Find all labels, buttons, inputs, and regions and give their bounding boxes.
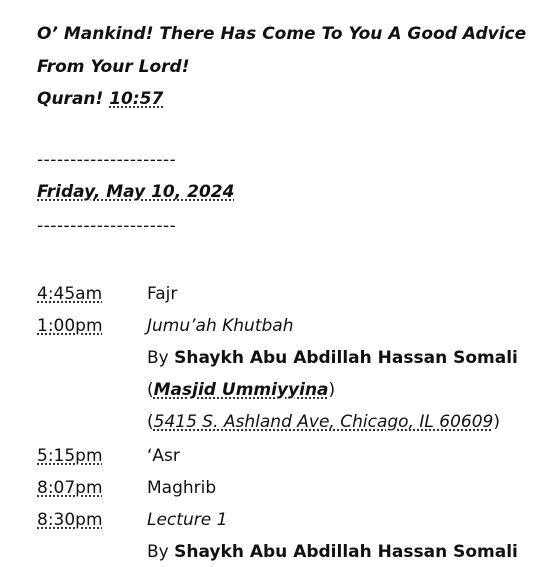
paren-open: ( [147,412,154,432]
time-link[interactable]: 8:07pm [37,478,103,498]
quote-source [37,83,526,116]
schedule-row-fajr [0,279,560,309]
quote-line-1: O’ Mankind! There Has Come To You A Good Advice [37,24,527,44]
event-label: Jumu’ah Khutbah [147,316,294,336]
venue-link[interactable]: Masjid Ummiyyina [153,380,329,400]
date-heading[interactable]: Friday, May 10, 2024 [37,182,235,202]
schedule-row-asr [0,441,560,471]
paren-close: ) [328,380,336,400]
speaker-line [0,343,560,373]
time-link[interactable]: 5:15pm [37,446,103,466]
separator-top: --------------------- [37,150,177,170]
schedule-row-maghrib [0,473,560,503]
speaker-name: Shaykh Abu Abdillah Hassan Somali [174,348,518,368]
prayer-label: ‘Asr [147,446,180,466]
schedule-row-jumuah [0,311,560,341]
prayer-label: Fajr [147,284,178,304]
schedule-row-lecture [0,505,560,535]
quote-source-label: Quran! [37,89,104,109]
by-label: By [147,348,169,368]
time-link[interactable]: 1:00pm [37,316,103,336]
time-link[interactable]: 8:30pm [37,510,103,530]
address-line [0,407,560,437]
prayer-label: Maghrib [147,478,217,498]
quran-reference-link[interactable]: 10:57 [109,89,164,109]
time-link[interactable]: 4:45am [37,284,103,304]
speaker-name: Shaykh Abu Abdillah Hassan Somali [174,542,518,562]
event-label: Lecture 1 [147,510,228,530]
address-link[interactable]: 5415 S. Ashland Ave, Chicago, IL 60609 [153,412,494,432]
by-label: By [147,542,169,562]
separator-bottom: --------------------- [37,216,177,236]
paren-open: ( [147,380,154,400]
speaker-line [0,537,560,567]
header-quote [37,18,526,116]
quote-line-2: From Your Lord! [37,56,190,77]
venue-line [0,375,560,405]
paren-close: ) [493,412,500,432]
